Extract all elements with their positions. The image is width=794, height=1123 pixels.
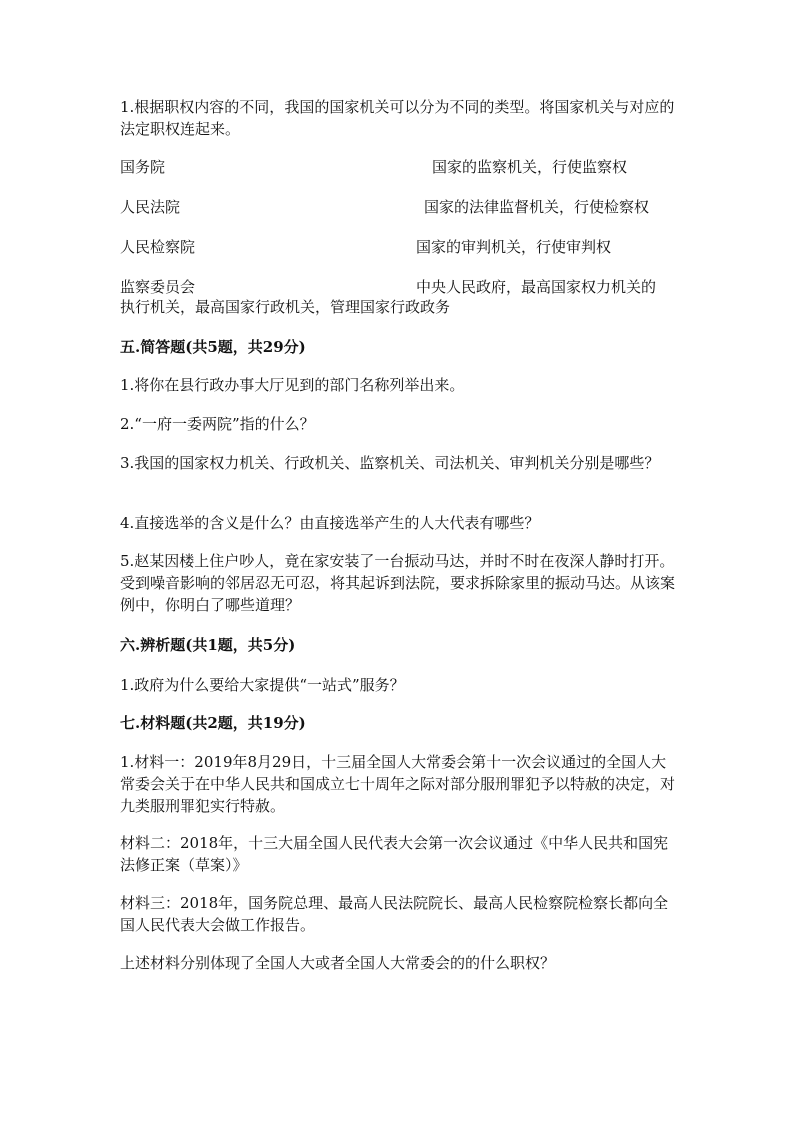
analysis-question: 1.政府为什么要给大家提供“一站式”服务？: [120, 676, 405, 694]
section-heading-6: 六.辨析题(共1题，共5分): [120, 636, 296, 654]
match-right-item-continued: 执行机关，最高国家行政机关，管理国家行政政务: [120, 298, 451, 316]
match-left-item: 国务院: [120, 158, 166, 176]
match-right-item: 国家的监察机关，行使监察权: [432, 158, 628, 176]
match-right-item: 国家的法律监督机关，行使检察权: [424, 198, 650, 216]
short-answer-question: 4.直接选举的含义是什么？由直接选举产生的人大代表有哪些？: [120, 514, 540, 532]
matching-question: 1.根据职权内容的不同，我国的国家机关可以分为不同的类型。将国家机关与对应的法定职权连起来。: [120, 98, 675, 138]
match-right-item: 国家的审判机关，行使审判权: [416, 238, 612, 256]
match-left-item: 人民法院: [120, 198, 181, 216]
short-answer-question: 5.赵某因楼上住户吵人，竟在家安装了一台振动马达，并时不时在夜深人静时打开。受到噪音影响的邻居忍无可忍，将其起诉到法院，要求拆除家里的振动马达。从该案例中，你明白了哪些道理？: [120, 552, 676, 614]
match-left-item: 人民检察院: [120, 238, 196, 256]
material-paragraph: 材料二：2018年，十三大届全国人民代表大会第一次会议通过《中华人民共和国宪法修正案（草案）》: [120, 834, 669, 874]
material-paragraph: 1.材料一：2019年8月29日，十三届全国人大常委会第十一次会议通过的全国人大常委会关于在中华人民共和国成立七十周年之际对部分服刑罪犯予以特赦的决定，对九类服刑罪犯实行特赦。: [120, 753, 676, 815]
match-left-item: 监察委员会: [120, 278, 196, 296]
material-question: 上述材料分别体现了全国人大或者全国人大常委会的的什么职权？: [120, 954, 556, 972]
material-paragraph: 材料三：2018年，国务院总理、最高人民法院院长、最高人民检察院检察长都向全国人民代表大会做工作报告。: [120, 894, 669, 934]
short-answer-question: 3.我国的国家权力机关、行政机关、监察机关、司法机关、审判机关分别是哪些？: [120, 454, 660, 472]
match-right-item: 中央人民政府，最高国家权力机关的: [416, 278, 657, 296]
short-answer-question: 2.“一府一委两院”指的什么？: [120, 415, 315, 433]
short-answer-question: 1.将你在县行政办事大厅见到的部门名称列举出来。: [120, 376, 465, 394]
section-heading-5: 五.简答题(共5题，共29分): [120, 338, 306, 356]
section-heading-7: 七.材料题(共2题，共19分): [120, 714, 306, 732]
